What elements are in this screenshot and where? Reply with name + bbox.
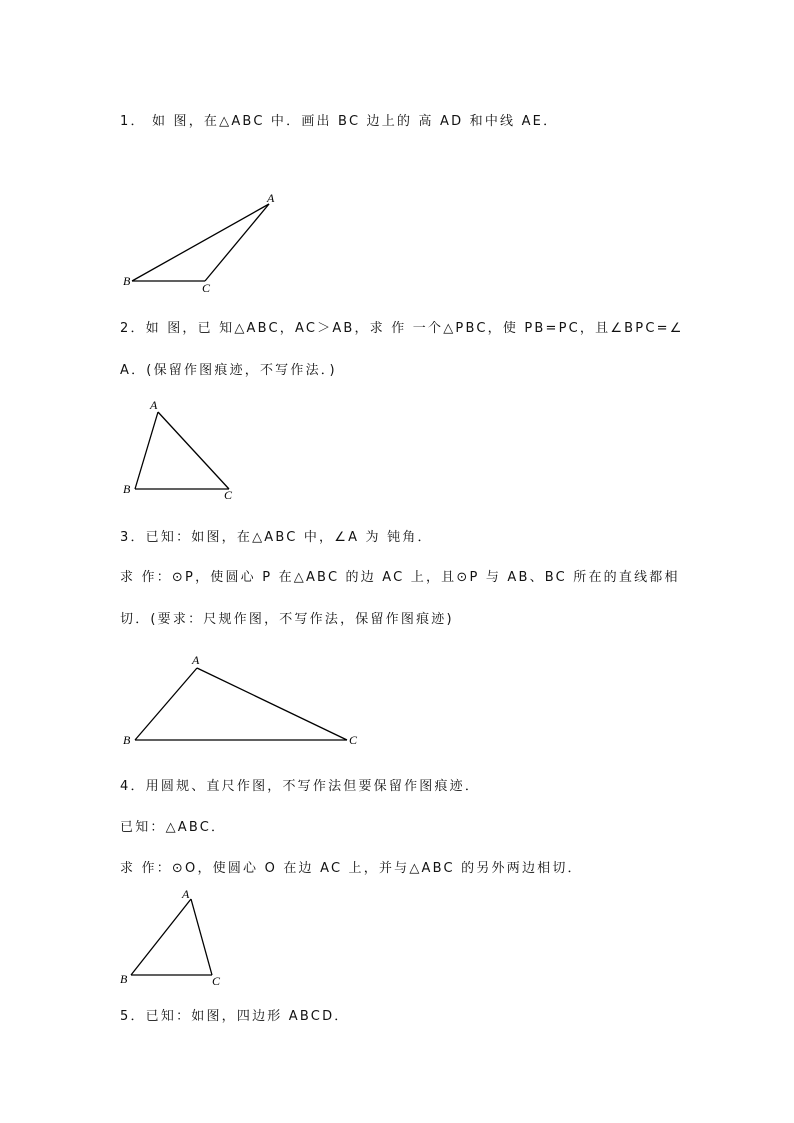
problem-1-text: 1． 如 图，在△ABC 中．画出 BC 边上的 高 AD 和中线 AE． [120, 114, 559, 129]
problem-4-text-line-2: 已知：△ABC． [120, 820, 227, 835]
vertex-label-b: B [123, 274, 131, 288]
problem-3-text-line-2: 求 作：⊙P，使圆心 P 在△ABC 的边 AC 上，且⊙P 与 AB、BC 所在的直线都相 [120, 570, 680, 585]
problem-3-text-line-3: 切．(要求：尺规作图，不写作法，保留作图痕迹) [120, 612, 454, 627]
vertex-label-a: A [182, 887, 190, 901]
problem-2-text-line-2: A．(保留作图痕迹，不写作法．) [120, 363, 337, 378]
problem-4-text-line-3: 求 作：⊙O，使圆心 O 在边 AC 上，并与△ABC 的另外两边相切． [120, 861, 583, 876]
vertex-label-b: B [120, 972, 128, 986]
vertex-label-b: B [123, 482, 131, 496]
problem-5-text: 5．已知：如图，四边形 ABCD． [120, 1009, 350, 1024]
vertex-label-c: C [349, 733, 358, 747]
vertex-label-c: C [224, 488, 233, 502]
side-ca [191, 899, 212, 975]
problem-3-text-line-1: 3．已知：如图，在△ABC 中，∠A 为 钝角． [120, 530, 433, 545]
problem-4-text-line-1: 4．用圆规、直尺作图，不写作法但要保留作图痕迹． [120, 779, 481, 794]
vertex-label-a: A [192, 653, 200, 667]
vertex-label-b: B [123, 733, 131, 747]
problem-2-text-line-1: 2．如 图，已 知△ABC，AC＞AB，求 作 一个△PBC，使 PB=PC，且∠BPC=∠ [120, 321, 684, 336]
vertex-label-a: A [150, 398, 158, 412]
vertex-label-a: A [267, 191, 275, 205]
vertex-label-c: C [202, 281, 211, 295]
side-ab [131, 899, 191, 975]
vertex-label-c: C [212, 974, 221, 988]
